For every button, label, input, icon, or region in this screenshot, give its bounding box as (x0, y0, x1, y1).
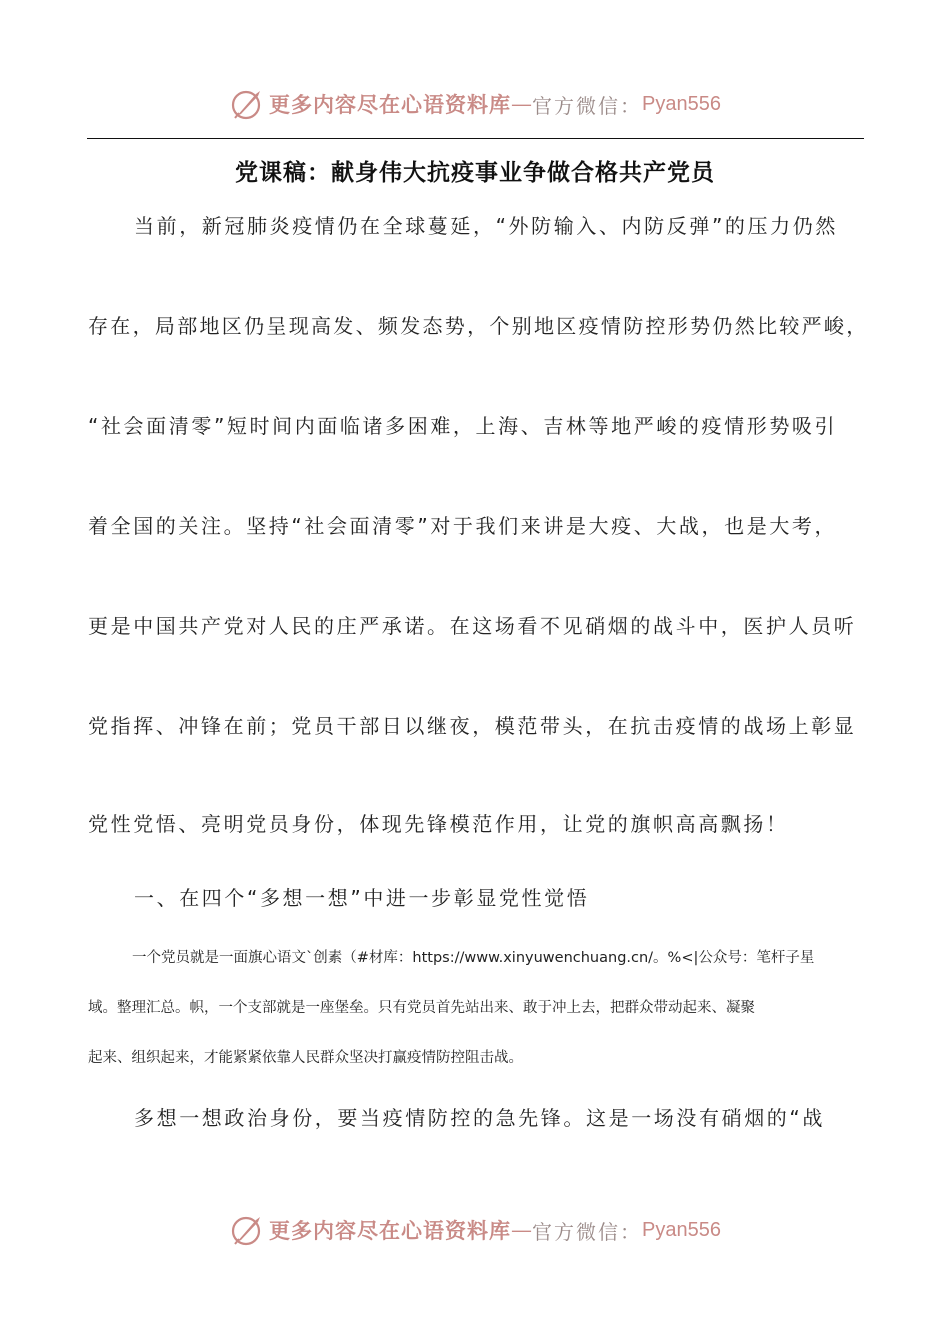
quill-logo-icon (229, 86, 265, 122)
footer-banner (0, 1210, 950, 1250)
body-line: 党指挥、冲锋在前；党员干部日以继夜，模范带头，在抗击疫情的战场上彰显 (88, 714, 857, 738)
body-line: 存在，局部地区仍呈现高发、频发态势，个别地区疫情防控形势仍然比较严峻， (88, 314, 869, 338)
wechat-id: Pyan556 (642, 92, 721, 115)
small-line: 域。整理汇总。帜，一个支部就是一座堡垒。只有党员首先站出来、敢于冲上去，把群众带动起来、凝聚 (88, 1000, 755, 1016)
banner-text: 更多内容尽在心语资料库 (269, 1218, 512, 1243)
banner-separator: — (511, 1218, 533, 1242)
body-line: “社会面清零”短时间内面临诸多困难，上海、吉林等地严峻的疫情形势吸引 (88, 414, 838, 438)
body-line: 多想一想政治身份，要当疫情防控的急先锋。这是一场没有硝烟的“战 (134, 1106, 825, 1130)
body-line: 更是中国共产党对人民的庄严承诺。在这场看不见硝烟的战斗中，医护人员听 (88, 614, 857, 638)
header-banner (0, 84, 950, 124)
body-line: 当前，新冠肺炎疫情仍在全球蔓延，“外防输入、内防反弹”的压力仍然 (134, 214, 838, 238)
section-heading: 一、在四个“多想一想”中进一步彰显党性觉悟 (134, 886, 590, 910)
quill-logo-icon (229, 1212, 265, 1248)
banner-label: 官方微信： (532, 93, 643, 118)
small-line: 起来、组织起来，才能紧紧依靠人民群众坚决打赢疫情防控阻击战。 (88, 1050, 523, 1066)
header-rule (87, 138, 864, 139)
body-line: 着全国的关注。坚持“社会面清零”对于我们来讲是大疫、大战，也是大考， (88, 514, 838, 538)
small-line: 一个党员就是一面旗心语文`创素（#材库：https://www.xinyuwenchuang.cn/。%<|公众号：笔杆子星 (132, 950, 815, 966)
banner-separator: — (511, 92, 533, 116)
body-line: 党性党悟、亮明党员身份，体现先锋模范作用，让党的旗帜高高飘扬！ (88, 812, 789, 836)
banner-label: 官方微信： (532, 1219, 643, 1244)
document-title: 党课稿：献身伟大抗疫事业争做合格共产党员 (235, 160, 715, 186)
banner-text: 更多内容尽在心语资料库 (269, 92, 512, 117)
wechat-id: Pyan556 (642, 1218, 721, 1241)
